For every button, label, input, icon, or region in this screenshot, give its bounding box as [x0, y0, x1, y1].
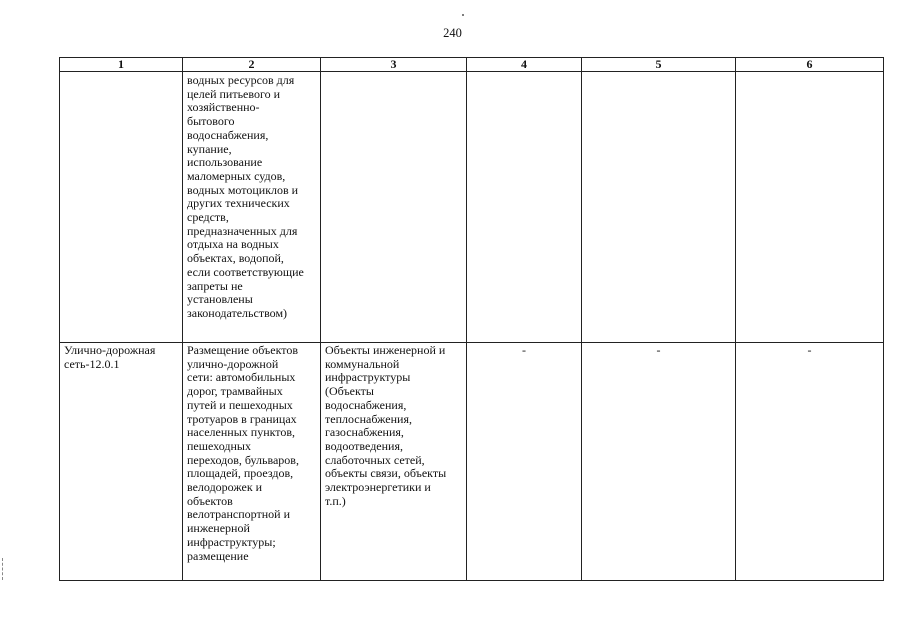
table-cell — [467, 343, 582, 581]
table-cell — [582, 72, 736, 343]
column-header-6: 6 — [736, 58, 884, 72]
cell-text: - — [522, 343, 526, 357]
column-header-3: 3 — [321, 58, 467, 72]
table-header-row — [60, 58, 884, 72]
cell-text: Улично-дорожная сеть-12.0.1 — [64, 343, 156, 371]
cell-text: водных ресурсов для целей питьевого и хозяйственно- бытового водоснабжения, купание, использование маломерных судов, водных мотоциклов и других технических средств, предназначенных для отдыха на водных объектах, водопой, если соответствующие запреты не установлены законодательством) — [187, 73, 304, 320]
scan-speck — [462, 14, 464, 16]
cell-text: - — [807, 343, 812, 357]
land-use-table — [59, 57, 884, 581]
table-cell — [321, 343, 467, 581]
table-cell — [60, 72, 183, 343]
table-cell — [321, 72, 467, 343]
table-cell — [467, 72, 582, 343]
scan-edge-mark — [2, 558, 6, 580]
column-header-1: 1 — [60, 58, 183, 72]
cell-text: - — [656, 343, 661, 357]
table-row — [60, 72, 884, 343]
column-header-4: 4 — [467, 58, 582, 72]
cell-text: Размещение объектов улично-дорожной сети: автомобильных дорог, трамвайных путей и пешеходных тротуаров в границах населенных пунктов, пешеходных переходов, бульваров, площадей, проездов, велодорожек и объектов велотранспортной и инженерной инфраструктуры; размещение — [187, 343, 299, 563]
table-cell — [736, 72, 884, 343]
table-row — [60, 343, 884, 581]
table-cell — [183, 343, 321, 581]
column-header-5: 5 — [582, 58, 736, 72]
table-cell — [582, 343, 736, 581]
cell-text: Объекты инженерной и коммунальной инфраструктуры (Объекты водоснабжения, теплоснабжения, газоснабжения, водоотведения, слаботочных сетей, объекты связи, объекты электроэнергетики и т.п.) — [325, 343, 447, 508]
table-cell — [183, 72, 321, 343]
table-cell — [736, 343, 884, 581]
column-header-2: 2 — [183, 58, 321, 72]
table-cell — [60, 343, 183, 581]
page-number: 240 — [443, 26, 462, 40]
